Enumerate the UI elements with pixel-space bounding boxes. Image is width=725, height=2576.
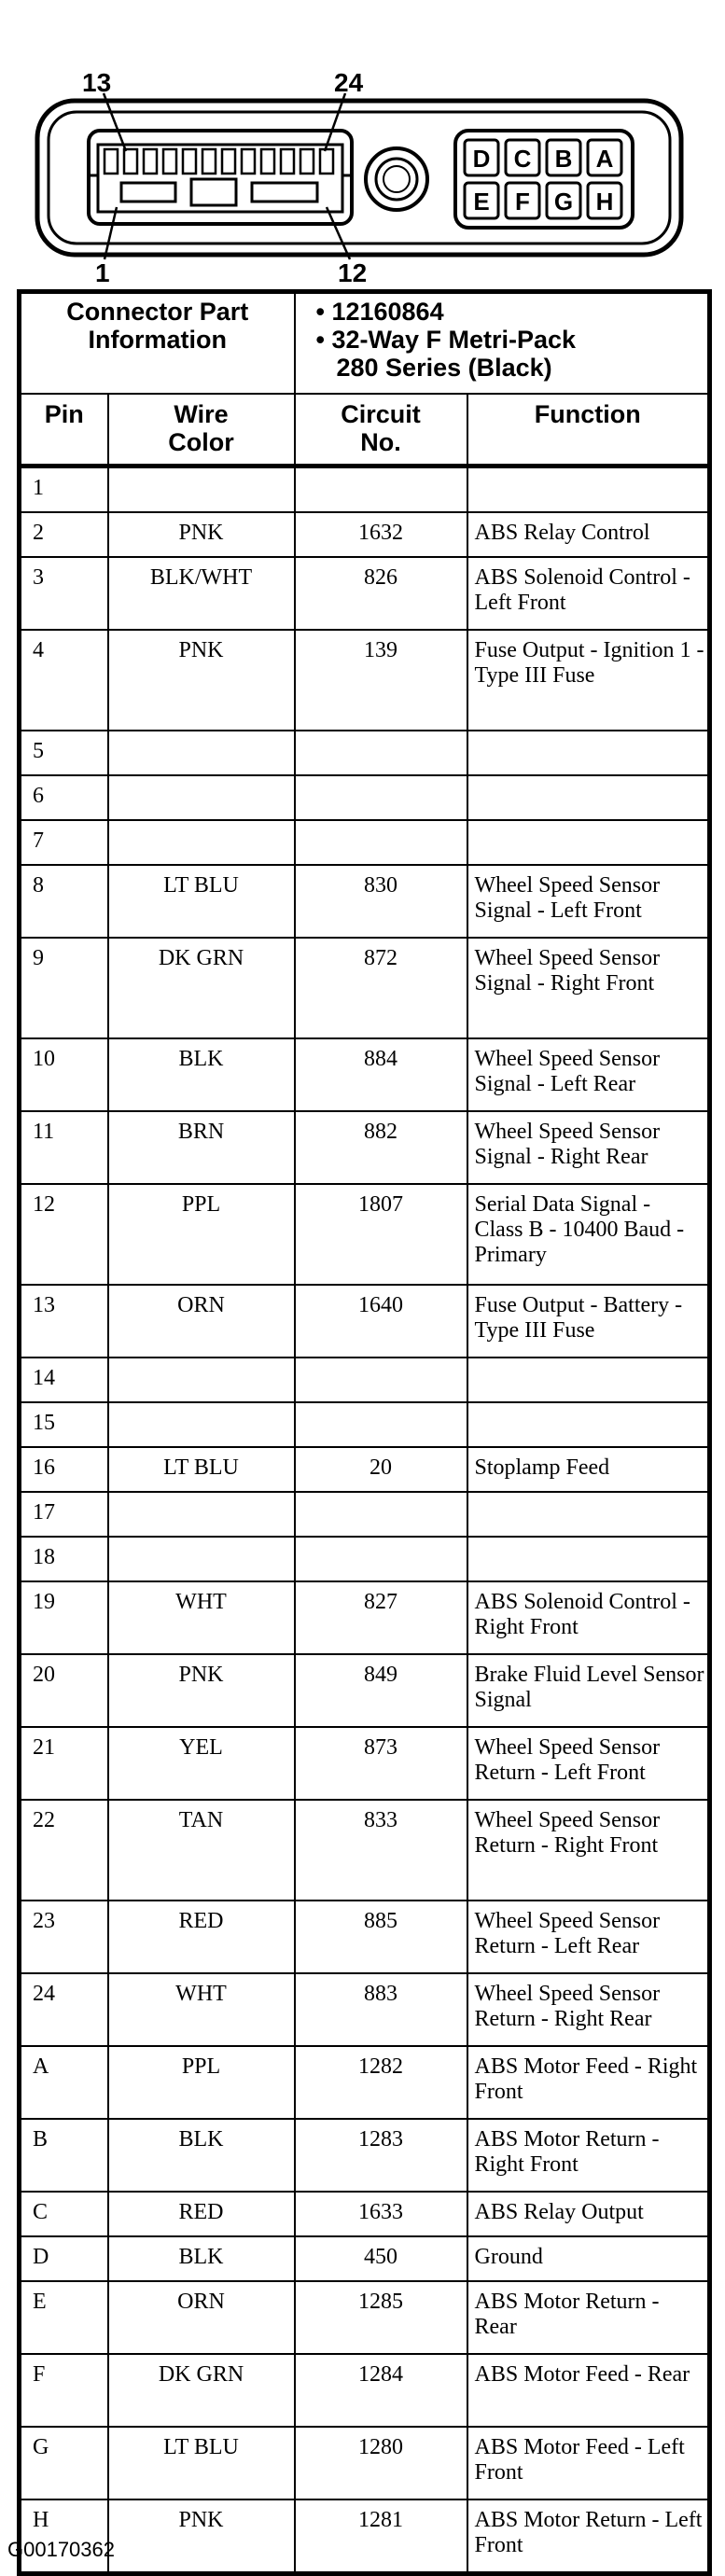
table-row (20, 1581, 710, 1654)
cell-function: Wheel Speed Sensor Signal - Left Front (467, 865, 710, 938)
cell-wire-color: BRN (108, 1111, 295, 1184)
cell-circuit-no (295, 1537, 467, 1581)
cell-circuit-no: 450 (295, 2236, 467, 2281)
lettered-cavity-block (455, 131, 633, 228)
cell-circuit-no: 885 (295, 1901, 467, 1973)
cavity-label-g: G (553, 188, 574, 216)
table-row (20, 1285, 710, 1358)
cell-function: ABS Relay Output (467, 2192, 710, 2236)
cell-function: Wheel Speed Sensor Return - Right Front (467, 1800, 710, 1901)
cell-function: ABS Motor Feed - Right Front (467, 2046, 710, 2119)
cell-function: Wheel Speed Sensor Return - Left Rear (467, 1901, 710, 1973)
callout-pin-13: 13 (82, 68, 112, 97)
cell-function: Fuse Output - Ignition 1 - Type III Fuse (467, 630, 710, 731)
cell-function (467, 775, 710, 820)
pin-terminal (105, 149, 118, 174)
cavity-label-a: A (595, 145, 614, 173)
table-row (20, 2119, 710, 2192)
cell-wire-color: BLK (108, 1038, 295, 1111)
cell-pin: B (20, 2119, 108, 2192)
cell-circuit-no: 830 (295, 865, 467, 938)
table-row (20, 1492, 710, 1537)
cell-wire-color: BLK (108, 2119, 295, 2192)
cell-circuit-no: 883 (295, 1973, 467, 2046)
pin-terminal (242, 149, 255, 174)
column-header-row (20, 394, 710, 466)
callout-pin-1: 1 (95, 258, 110, 287)
pin-terminal (183, 149, 196, 174)
cavity-label-c: C (513, 145, 532, 173)
cell-function: Serial Data Signal - Class B - 10400 Baud - Primary (467, 1184, 710, 1285)
table-row (20, 2281, 710, 2354)
cell-wire-color: LT BLU (108, 1447, 295, 1492)
cell-function: Wheel Speed Sensor Signal - Right Rear (467, 1111, 710, 1184)
cell-circuit-no: 826 (295, 557, 467, 630)
pin-terminal (202, 149, 216, 174)
cell-function: ABS Motor Return - Left Front (467, 2499, 710, 2574)
cell-wire-color (108, 1492, 295, 1537)
cell-pin: F (20, 2354, 108, 2427)
table-row (20, 1447, 710, 1492)
cell-wire-color (108, 731, 295, 775)
cell-pin: 24 (20, 1973, 108, 2046)
connector-face-diagram (0, 0, 725, 289)
cell-circuit-no: 1284 (295, 2354, 467, 2427)
callout-pin-12: 12 (338, 258, 368, 287)
table-row (20, 731, 710, 775)
cell-wire-color: RED (108, 1901, 295, 1973)
cell-wire-color (108, 775, 295, 820)
cavity-label-h: H (595, 188, 614, 216)
cell-pin: 23 (20, 1901, 108, 1973)
cell-pin: 8 (20, 865, 108, 938)
cell-pin: 22 (20, 1800, 108, 1901)
table-row (20, 1727, 710, 1800)
cell-circuit-no (295, 1492, 467, 1537)
cell-circuit-no: 882 (295, 1111, 467, 1184)
cell-wire-color (108, 1358, 295, 1402)
cell-function (467, 820, 710, 865)
table-row (20, 630, 710, 731)
header-pin: Pin (20, 394, 108, 466)
cell-wire-color: ORN (108, 1285, 295, 1358)
cell-circuit-no (295, 1358, 467, 1402)
cell-wire-color: WHT (108, 1973, 295, 2046)
pin-terminal (163, 149, 176, 174)
cell-circuit-no: 872 (295, 938, 467, 1038)
cell-circuit-no: 1282 (295, 2046, 467, 2119)
cell-function (467, 1537, 710, 1581)
table-row (20, 938, 710, 1038)
table-row (20, 466, 710, 513)
table-row (20, 512, 710, 557)
cell-circuit-no: 827 (295, 1581, 467, 1654)
cavity-label-e: E (473, 188, 490, 216)
cell-circuit-no (295, 1402, 467, 1447)
cell-pin: 15 (20, 1402, 108, 1447)
table-row (20, 1111, 710, 1184)
cell-wire-color (108, 820, 295, 865)
pin-terminal (222, 149, 235, 174)
cavity-label-d: D (472, 145, 491, 173)
cell-function: ABS Relay Control (467, 512, 710, 557)
cell-circuit-no: 1285 (295, 2281, 467, 2354)
pin-terminal (320, 149, 333, 174)
pin-terminal (124, 149, 137, 174)
table-row (20, 820, 710, 865)
table-row (20, 1654, 710, 1727)
cell-circuit-no: 1633 (295, 2192, 467, 2236)
cell-pin: 11 (20, 1111, 108, 1184)
cell-pin: D (20, 2236, 108, 2281)
cell-function (467, 1402, 710, 1447)
part-number: • 12160864 (315, 298, 444, 326)
cell-function: Ground (467, 2236, 710, 2281)
cell-wire-color: YEL (108, 1727, 295, 1800)
table-row (20, 775, 710, 820)
cell-pin: 18 (20, 1537, 108, 1581)
table-row (20, 1537, 710, 1581)
cell-wire-color: WHT (108, 1581, 295, 1654)
cell-wire-color: PNK (108, 630, 295, 731)
cell-circuit-no: 1281 (295, 2499, 467, 2574)
cell-wire-color: TAN (108, 1800, 295, 1901)
cell-function (467, 1358, 710, 1402)
cell-pin: 3 (20, 557, 108, 630)
cell-pin: 17 (20, 1492, 108, 1537)
cell-wire-color (108, 1402, 295, 1447)
cell-function: Brake Fluid Level Sensor Signal (467, 1654, 710, 1727)
cell-circuit-no (295, 820, 467, 865)
cell-pin: C (20, 2192, 108, 2236)
pin-terminal (281, 149, 294, 174)
cell-pin: 1 (20, 466, 108, 513)
table-row (20, 1184, 710, 1285)
table-row (20, 2192, 710, 2236)
cell-wire-color: PPL (108, 2046, 295, 2119)
cell-function (467, 731, 710, 775)
cell-function: Wheel Speed Sensor Return - Left Front (467, 1727, 710, 1800)
connector-info-row (20, 292, 710, 395)
cavity-label-f: F (515, 188, 530, 216)
cell-circuit-no: 873 (295, 1727, 467, 1800)
pin-terminal (300, 149, 314, 174)
connector-info-values (295, 292, 710, 395)
cell-circuit-no (295, 731, 467, 775)
cell-wire-color: PNK (108, 512, 295, 557)
cell-pin: 16 (20, 1447, 108, 1492)
table-row (20, 557, 710, 630)
cell-function: ABS Solenoid Control - Left Front (467, 557, 710, 630)
table-row (20, 1800, 710, 1901)
cell-wire-color: LT BLU (108, 2427, 295, 2499)
table-row (20, 1358, 710, 1402)
cell-wire-color: ORN (108, 2281, 295, 2354)
connector-info-label: Connector Part Information (20, 292, 295, 395)
cell-pin: 13 (20, 1285, 108, 1358)
cell-wire-color: RED (108, 2192, 295, 2236)
cell-function: Stoplamp Feed (467, 1447, 710, 1492)
cell-circuit-no: 1640 (295, 1285, 467, 1358)
cell-function: ABS Motor Return - Rear (467, 2281, 710, 2354)
table-row (20, 2236, 710, 2281)
cell-pin: 2 (20, 512, 108, 557)
cell-circuit-no (295, 775, 467, 820)
cell-circuit-no: 833 (295, 1800, 467, 1901)
table-row (20, 1038, 710, 1111)
table-row (20, 865, 710, 938)
header-wire-color: Wire Color (108, 394, 295, 466)
cell-function: ABS Motor Feed - Rear (467, 2354, 710, 2427)
header-function: Function (467, 394, 710, 466)
cell-pin: G (20, 2427, 108, 2499)
cell-wire-color: PNK (108, 2499, 295, 2574)
cell-wire-color: LT BLU (108, 865, 295, 938)
cell-circuit-no: 1632 (295, 512, 467, 557)
cell-function (467, 466, 710, 513)
table-row (20, 2046, 710, 2119)
cell-pin: 4 (20, 630, 108, 731)
cell-function: Wheel Speed Sensor Signal - Right Front (467, 938, 710, 1038)
cell-pin: 9 (20, 938, 108, 1038)
cell-wire-color (108, 466, 295, 513)
table-row (20, 1402, 710, 1447)
cell-function: Wheel Speed Sensor Return - Right Rear (467, 1973, 710, 2046)
cell-pin: 19 (20, 1581, 108, 1654)
cell-circuit-no: 1807 (295, 1184, 467, 1285)
table-row (20, 1973, 710, 2046)
cell-function: ABS Solenoid Control - Right Front (467, 1581, 710, 1654)
cell-pin: E (20, 2281, 108, 2354)
cell-circuit-no: 1280 (295, 2427, 467, 2499)
cell-pin: H (20, 2499, 108, 2574)
cell-pin: 21 (20, 1727, 108, 1800)
cell-function: Fuse Output - Battery - Type III Fuse (467, 1285, 710, 1358)
pin-terminal (261, 149, 274, 174)
callout-pin-24: 24 (334, 68, 364, 97)
cell-circuit-no: 139 (295, 630, 467, 731)
cell-circuit-no: 884 (295, 1038, 467, 1111)
cell-pin: 6 (20, 775, 108, 820)
cell-wire-color: DK GRN (108, 938, 295, 1038)
cell-wire-color: PPL (108, 1184, 295, 1285)
cavity-label-b: B (554, 145, 573, 173)
cell-wire-color: DK GRN (108, 2354, 295, 2427)
cell-pin: 7 (20, 820, 108, 865)
cell-pin: 5 (20, 731, 108, 775)
table-row (20, 2354, 710, 2427)
header-circuit-no: Circuit No. (295, 394, 467, 466)
connector-series: 280 Series (Black) (336, 354, 552, 382)
cell-pin: 10 (20, 1038, 108, 1111)
cell-circuit-no: 849 (295, 1654, 467, 1727)
connector-pinout-table (17, 289, 712, 2576)
keying-boss (366, 148, 427, 210)
cell-function: ABS Motor Return - Right Front (467, 2119, 710, 2192)
table-row (20, 2427, 710, 2499)
connector-type: • 32-Way F Metri-Pack (315, 326, 577, 354)
cell-function: ABS Motor Feed - Left Front (467, 2427, 710, 2499)
cell-wire-color: BLK/WHT (108, 557, 295, 630)
pin-terminal (144, 149, 157, 174)
figure-id: G00170362 (7, 2538, 115, 2561)
cell-circuit-no: 1283 (295, 2119, 467, 2192)
cell-pin: 12 (20, 1184, 108, 1285)
cell-function: Wheel Speed Sensor Signal - Left Rear (467, 1038, 710, 1111)
cell-circuit-no: 20 (295, 1447, 467, 1492)
table-row (20, 2499, 710, 2574)
cell-pin: 14 (20, 1358, 108, 1402)
cell-circuit-no (295, 466, 467, 513)
cell-pin: 20 (20, 1654, 108, 1727)
cell-wire-color (108, 1537, 295, 1581)
cell-pin: A (20, 2046, 108, 2119)
cell-wire-color: PNK (108, 1654, 295, 1727)
pin-cavity-block (89, 131, 352, 224)
cell-wire-color: BLK (108, 2236, 295, 2281)
table-row (20, 1901, 710, 1973)
cell-function (467, 1492, 710, 1537)
